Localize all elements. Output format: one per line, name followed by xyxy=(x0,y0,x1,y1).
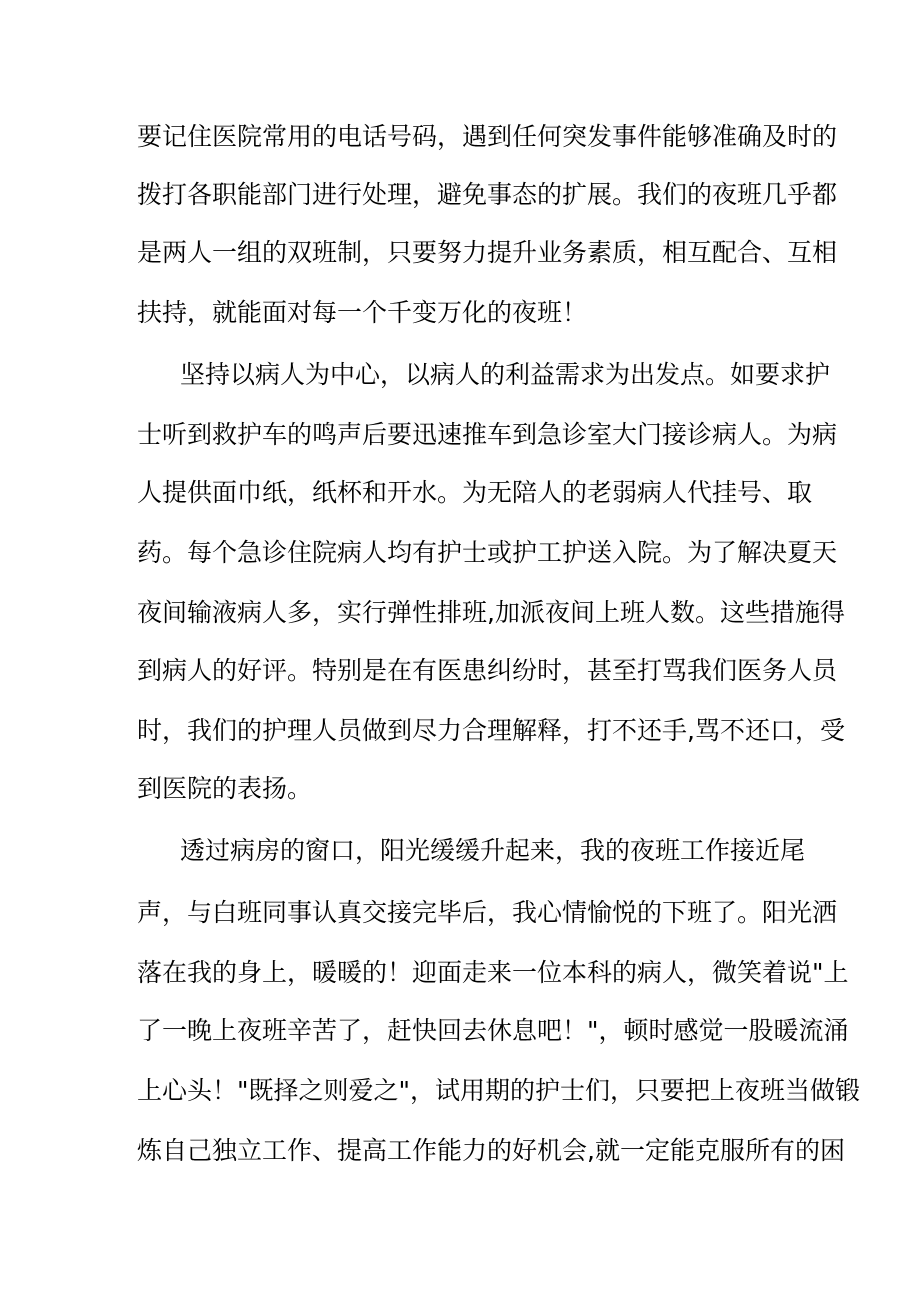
text-line: 药。每个急诊住院病人均有护士或护工护送入院。为了解决夏天 xyxy=(137,538,838,567)
text-line: 炼自己独立工作、提高工作能力的好机会,就一定能克服所有的困 xyxy=(137,1136,845,1165)
text-line: 到医院的表扬。 xyxy=(137,774,313,803)
text-line: 士听到救护车的鸣声后要迅速推车到急诊室大门接诊病人。为病 xyxy=(137,420,838,449)
text-line: 透过病房的窗口，阳光缓缓升起来，我的夜班工作接近尾 xyxy=(180,836,806,865)
text-line: 要记住医院常用的电话号码，遇到任何突发事件能够准确及时的 xyxy=(137,122,838,151)
text-line: 声，与白班同事认真交接完毕后，我心情愉悦的下班了。阳光洒 xyxy=(137,898,838,927)
text-line: 夜间输液病人多，实行弹性排班,加派夜间上班人数。这些措施得 xyxy=(137,598,845,627)
text-line: 到病人的好评。特别是在有医患纠纷时，甚至打骂我们医务人员 xyxy=(137,656,838,685)
text-line: 了一晚上夜班辛苦了，赶快回去休息吧！"，顿时感觉一股暖流涌 xyxy=(137,1016,849,1045)
text-line: 坚持以病人为中心，以病人的利益需求为出发点。如要求护 xyxy=(180,360,831,389)
text-line: 落在我的身上，暖暖的！迎面走来一位本科的病人，微笑着说"上 xyxy=(137,958,849,987)
text-line: 是两人一组的双班制，只要努力提升业务素质，相互配合、互相 xyxy=(137,238,838,267)
text-line: 时，我们的护理人员做到尽力合理解释，打不还手,骂不还口，受 xyxy=(137,716,845,745)
text-line: 人提供面巾纸，纸杯和开水。为无陪人的老弱病人代挂号、取 xyxy=(137,478,813,507)
text-line: 拨打各职能部门进行处理，避免事态的扩展。我们的夜班几乎都 xyxy=(137,180,838,209)
text-line: 扶持，就能面对每一个千变万化的夜班！ xyxy=(137,298,588,327)
text-line: 上心头！"既择之则爱之"，试用期的护士们，只要把上夜班当做锻 xyxy=(137,1076,861,1105)
